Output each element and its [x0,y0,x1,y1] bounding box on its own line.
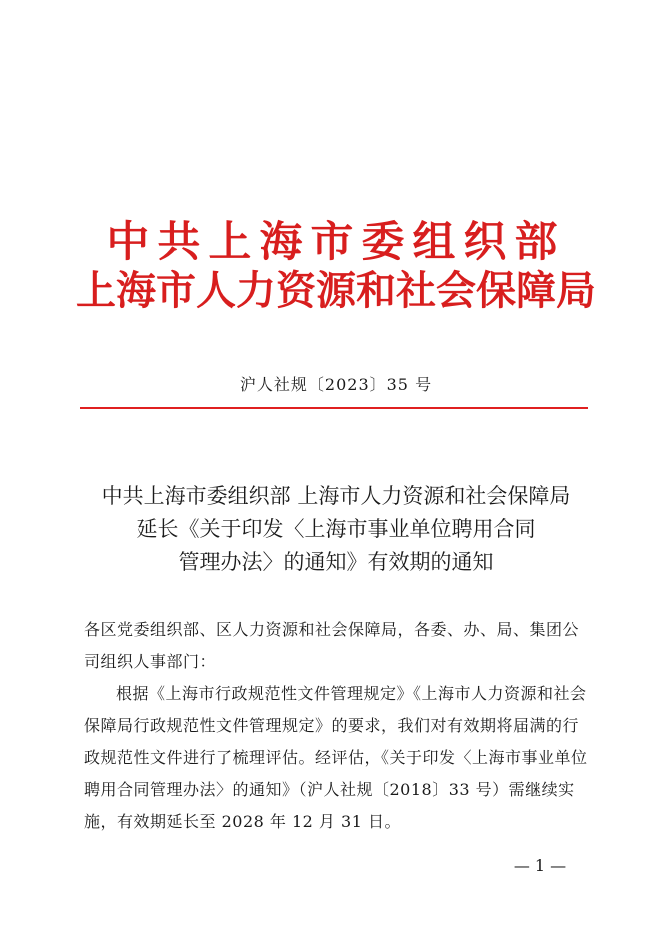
body-paragraph: 根据《上海市行政规范性文件管理规定》《上海市人力资源和社会保障局行政规范性文件管理规定》的要求，我们对有效期将届满的行政规范性文件进行了梳理评估。经评估，《关于印发〈上海市事业单位聘用合同管理办法〉的通知》（沪人社规〔2018〕33 号）需继续实施，有效期延长至 2028 年 12 月 31 日。 [84,684,588,831]
document-number: 沪人社规〔2023〕35 号 [239,375,433,394]
addressee: 各区党委组织部、区人力资源和社会保障局，各委、办、局、集团公司组织人事部门： [84,620,580,671]
page-number: — 1 — [513,856,567,875]
title-line1: 中共上海市委组织部 上海市人力资源和社会保障局 [101,484,571,508]
document-title [0,480,672,579]
issuer-header [0,218,672,314]
title-line3: 管理办法〉的通知》有效期的通知 [178,550,494,574]
issuer-name-line2: 上海市人力资源和社会保障局 [76,268,596,314]
title-line2: 延长《关于印发〈上海市事业单位聘用合同 [136,517,536,541]
issuer-name-line1: 中共上海市委组织部 [106,217,566,266]
red-divider-line [80,407,588,409]
document-body [84,614,592,838]
